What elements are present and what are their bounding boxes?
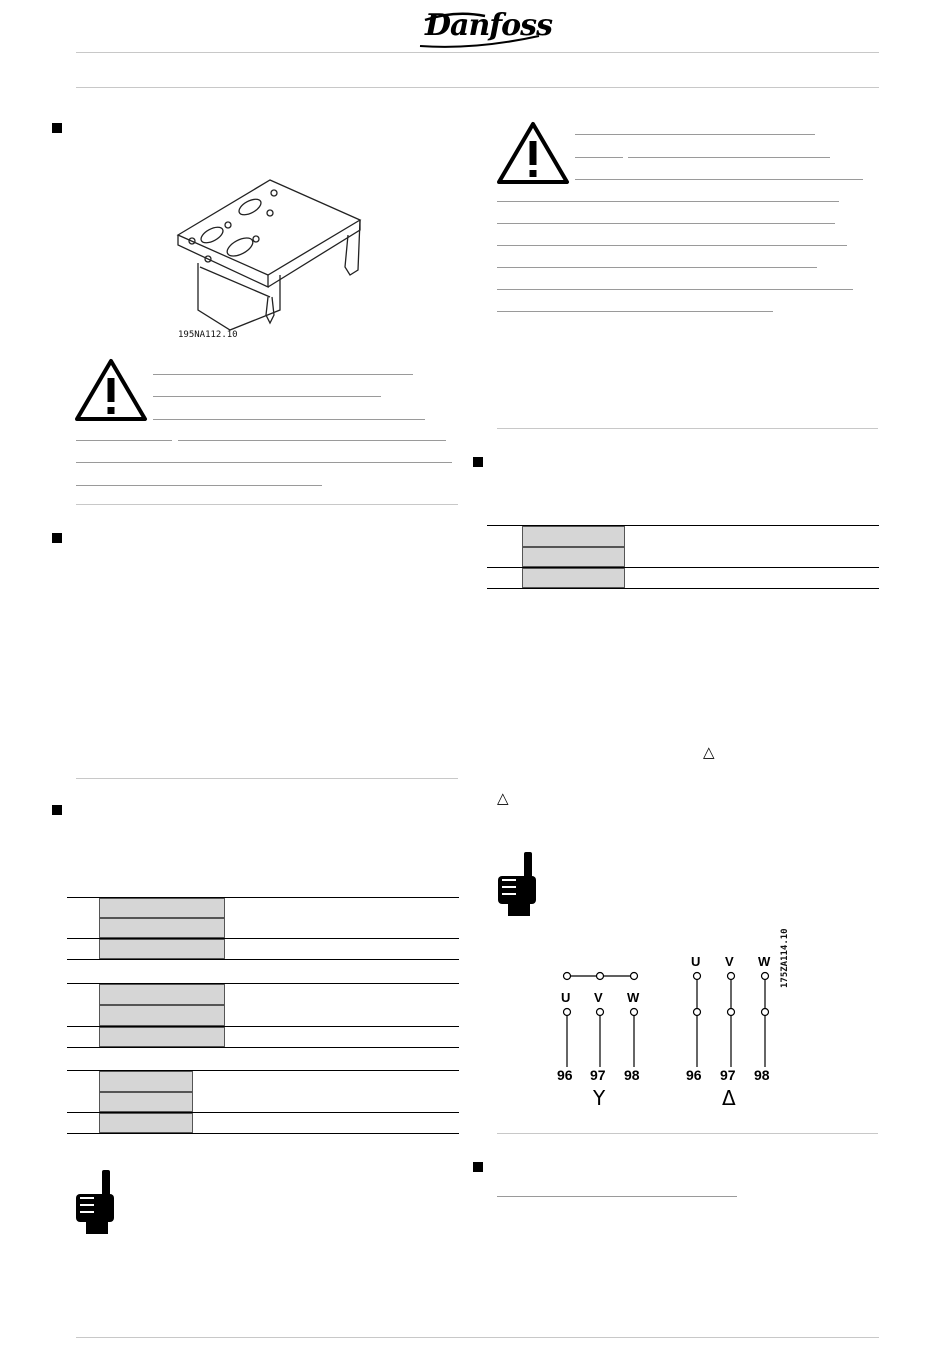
section-divider — [497, 1133, 878, 1134]
header-rule-1 — [76, 52, 879, 53]
warning-text-line — [76, 440, 172, 441]
wiring-lines — [540, 950, 840, 1120]
warning-triangle-icon — [74, 358, 148, 422]
warning-text-line — [497, 201, 839, 202]
terminal-label-w: W — [627, 990, 640, 1005]
terminal-label-v: V — [594, 990, 603, 1005]
warning-text-line — [497, 223, 835, 224]
warning-triangle-icon — [496, 121, 570, 185]
warning-text-line — [76, 485, 322, 486]
terminal-label-v: V — [725, 954, 734, 969]
header-logo — [415, 6, 552, 50]
section-bullet — [473, 1162, 483, 1172]
warning-text-line — [497, 245, 847, 246]
footer-rule — [76, 1337, 879, 1338]
warning-text-line — [153, 396, 381, 397]
section-bullet — [52, 533, 62, 543]
note-hand-icon — [72, 1168, 118, 1234]
terminal-label-97: 97 — [590, 1067, 606, 1083]
terminal-label-98: 98 — [624, 1067, 640, 1083]
delta-symbol: △ — [497, 789, 509, 807]
section-divider — [76, 504, 458, 505]
terminal-label-98: 98 — [754, 1067, 770, 1083]
warning-text-line — [153, 374, 413, 375]
section-bullet — [52, 123, 62, 133]
terminal-label-u: U — [691, 954, 701, 969]
delta-symbol: △ — [703, 743, 715, 761]
warning-text-line — [178, 440, 446, 441]
warning-text-line — [575, 157, 623, 158]
warning-text-line — [76, 462, 452, 463]
text-line — [497, 1196, 737, 1197]
note-hand-icon — [494, 850, 540, 916]
warning-text-line — [575, 134, 815, 135]
brand-name: Danfoss — [425, 8, 552, 43]
warning-text-line — [575, 179, 863, 180]
warning-text-line — [497, 267, 817, 268]
star-delta-diagram — [540, 928, 840, 1120]
terminal-label-97: 97 — [720, 1067, 736, 1083]
bracket-figure-code: 195NA112.10 — [178, 330, 238, 340]
delta-wiring-symbol: Δ — [722, 1086, 736, 1110]
warning-text-line — [497, 289, 853, 290]
warning-text-line — [497, 311, 773, 312]
terminal-label-96: 96 — [557, 1067, 573, 1083]
terminal-label-u: U — [561, 990, 571, 1005]
warning-text-line — [153, 419, 425, 420]
terminal-label-96: 96 — [686, 1067, 702, 1083]
terminal-label-w: W — [758, 954, 771, 969]
section-divider — [76, 778, 458, 779]
star-delta-figure-code: 175ZA114.10 — [780, 928, 790, 988]
header-rule-2 — [76, 87, 879, 88]
warning-text-line — [628, 157, 830, 158]
mounting-bracket-illustration — [170, 175, 370, 335]
section-divider — [497, 428, 878, 429]
star-symbol: Y — [593, 1086, 606, 1110]
section-bullet — [52, 805, 62, 815]
section-bullet — [473, 457, 483, 467]
